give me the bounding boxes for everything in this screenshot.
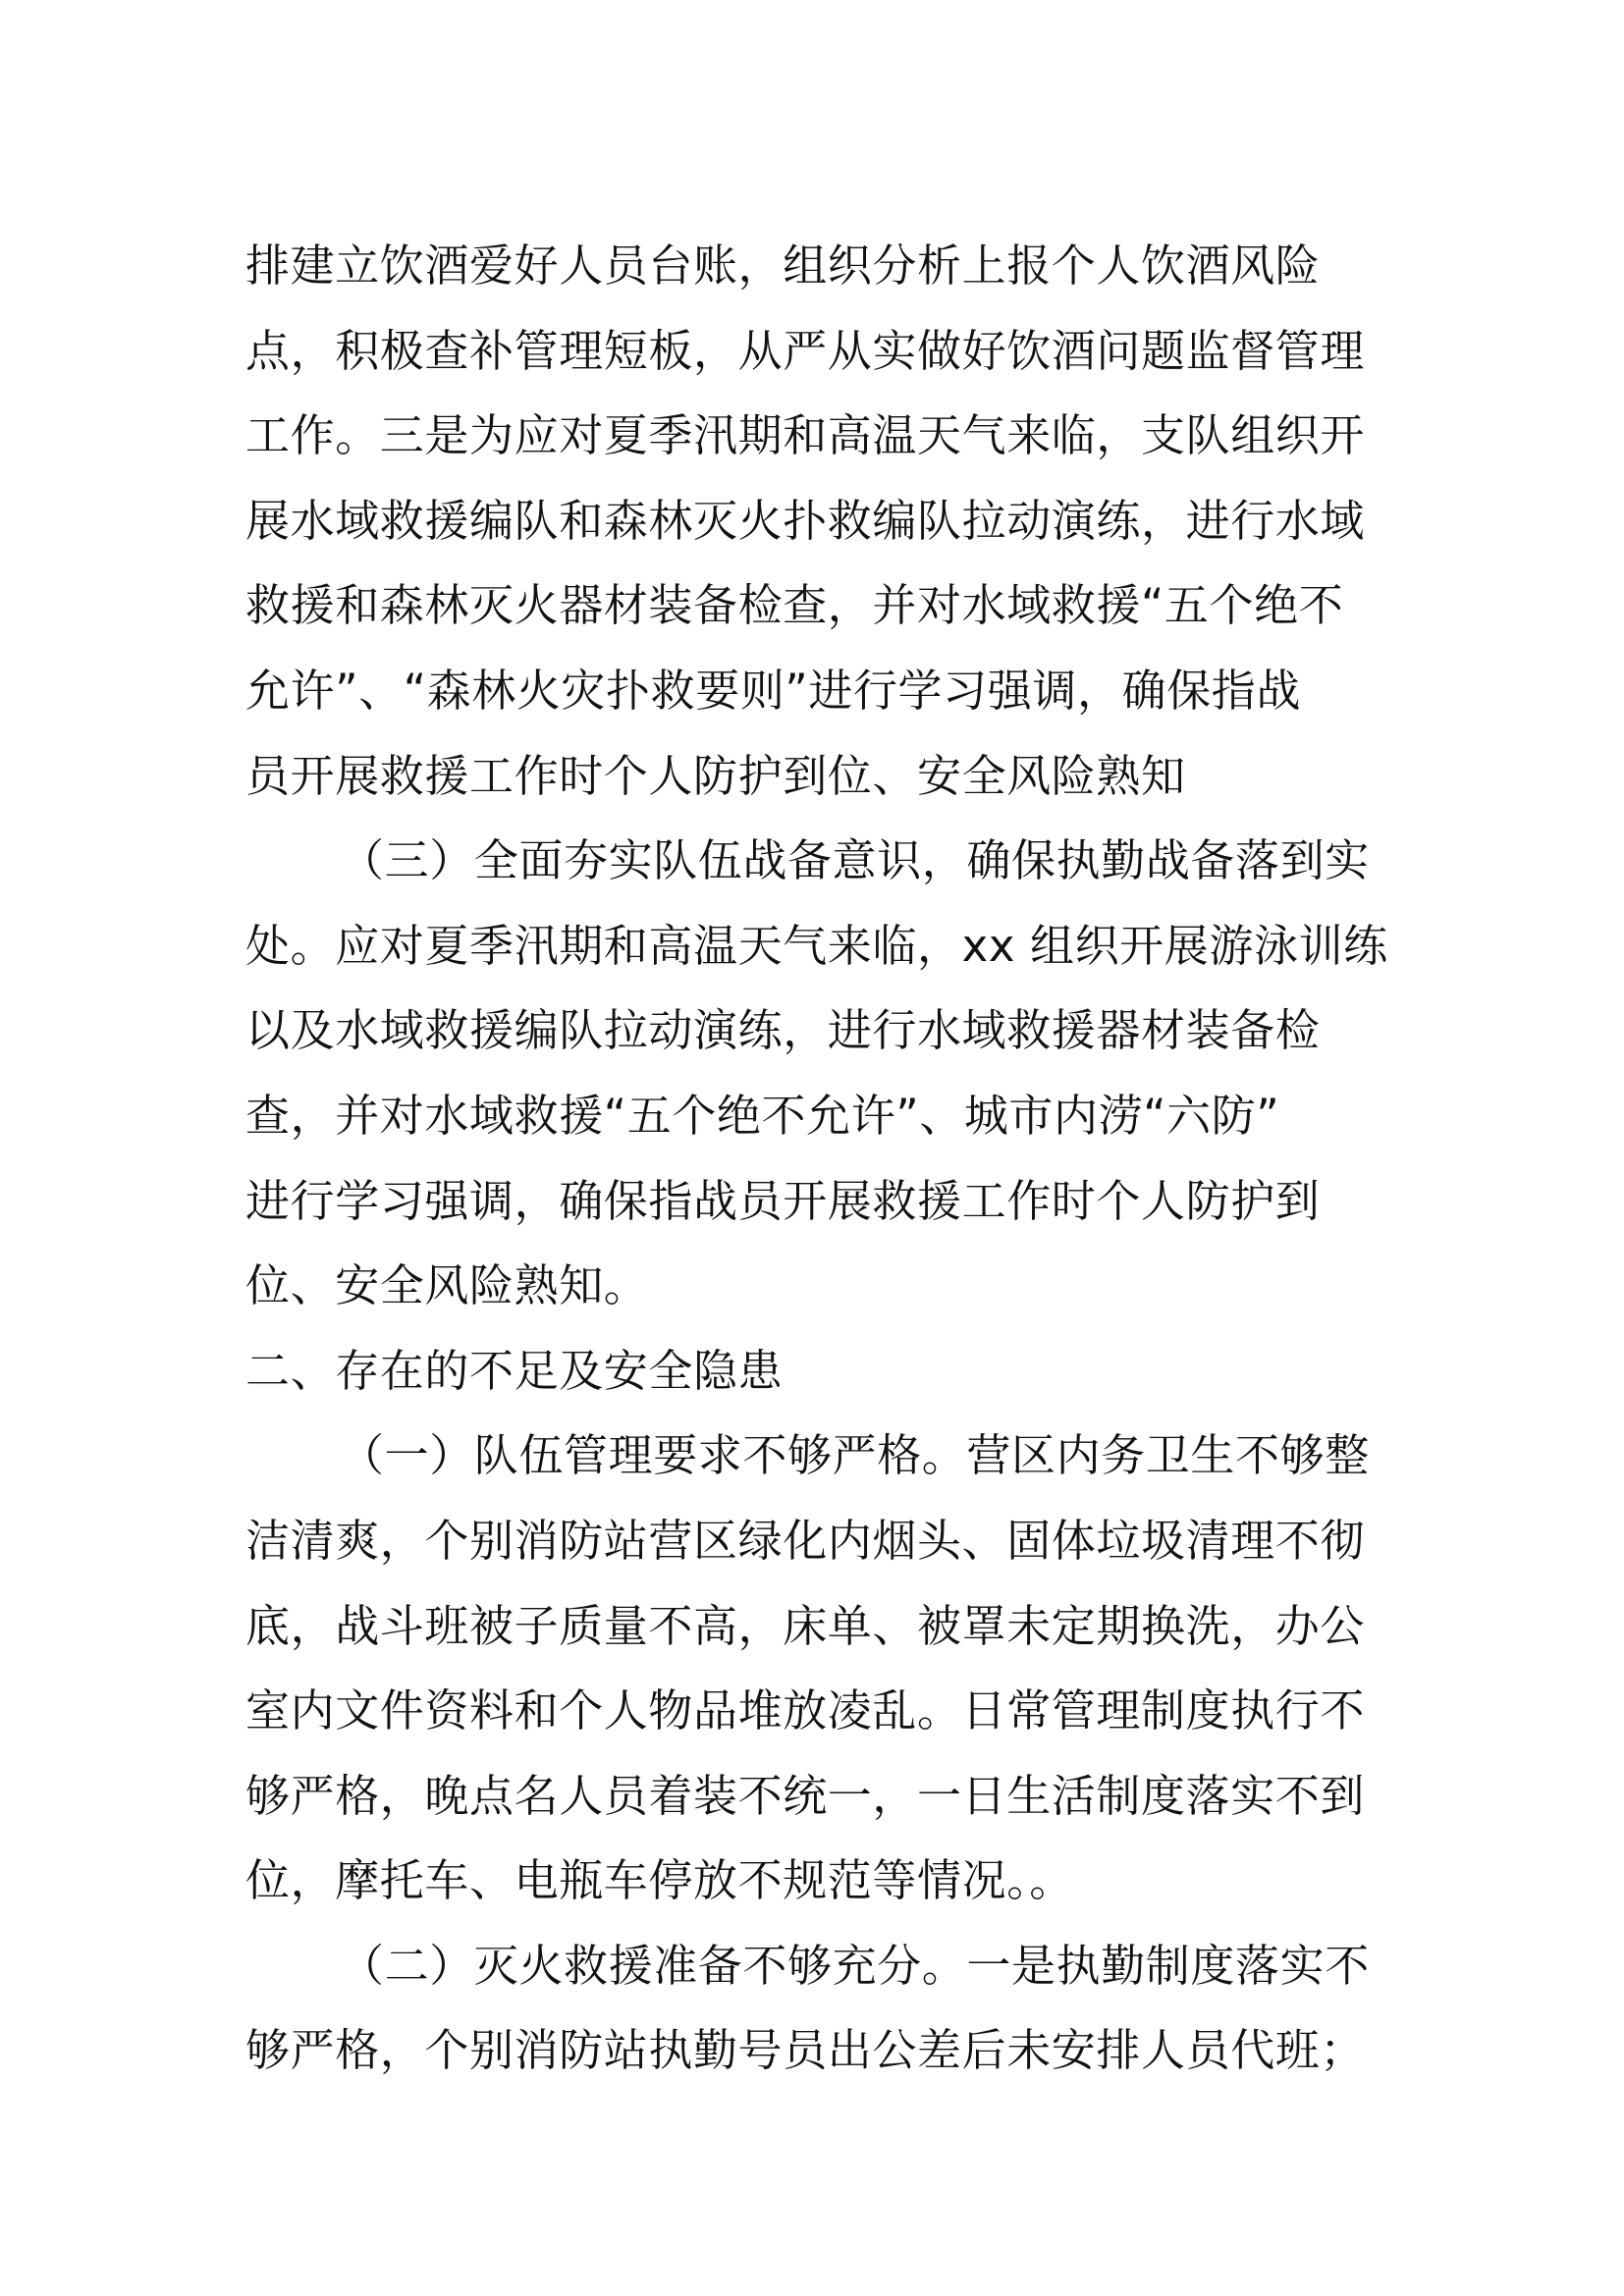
text-line: 展水域救援编队和森林灭火扑救编队拉动演练，进行水域 (245, 494, 1366, 547)
text-line: 够严格，晚点名人员着装不统一，一日生活制度落实不到 (245, 1769, 1366, 1822)
text-line: 够严格，个别消防站执勤号员出公差后未安排人员代班； (245, 2024, 1366, 2077)
text-line: 洁清爽，个别消防站营区绿化内烟头、固体垃圾清理不彻 (245, 1514, 1366, 1567)
text-line: 底，战斗班被子质量不高，床单、被罩未定期换洗，办公 (245, 1599, 1366, 1652)
subsection-heading-2: （二）灭火救援准备不够充分。一是执勤制度落实不 (340, 1939, 1370, 1992)
section-heading-3: （三）全面夯实队伍战备意识，确保执勤战备落到实 (340, 834, 1370, 887)
text-line: 处。应对夏季汛期和高温天气来临，xx 组织开展游泳训练 (245, 919, 1388, 972)
text-line: 位、安全风险熟知。 (245, 1259, 649, 1312)
text-line: 位，摩托车、电瓶车停放不规范等情况。。 (245, 1854, 1074, 1907)
text-line: 排建立饮酒爱好人员台账，组织分析上报个人饮酒风险 (245, 240, 1321, 292)
text-line: 工作。三是为应对夏季汛期和高温天气来临，支队组织开 (245, 409, 1366, 462)
text-line: 救援和森林灭火器材装备检查，并对水域救援“五个绝不 (245, 579, 1344, 632)
text-line: 进行学习强调，确保指战员开展救援工作时个人防护到 (245, 1174, 1321, 1227)
text-line: 以及水域救援编队拉动演练，进行水域救援器材装备检 (245, 1004, 1321, 1057)
text-line: 允许”、“森林火灾扑救要则”进行学习强调，确保指战 (245, 664, 1301, 717)
subsection-heading-1: （一）队伍管理要求不够严格。营区内务卫生不够整 (340, 1429, 1370, 1482)
text-line: 室内文件资料和个人物品堆放凌乱。日常管理制度执行不 (245, 1684, 1366, 1737)
text-line: 查，并对水域救援“五个绝不允许”、城市内涝“六防” (245, 1089, 1280, 1142)
text-line: 点，积极查补管理短板，从严从实做好饮酒问题监督管理 (245, 324, 1366, 377)
text-line: 员开展救援工作时个人防护到位、安全风险熟知 (245, 749, 1186, 802)
document-body (245, 224, 1388, 2094)
section-heading-2: 二、存在的不足及安全隐患 (245, 1344, 784, 1397)
